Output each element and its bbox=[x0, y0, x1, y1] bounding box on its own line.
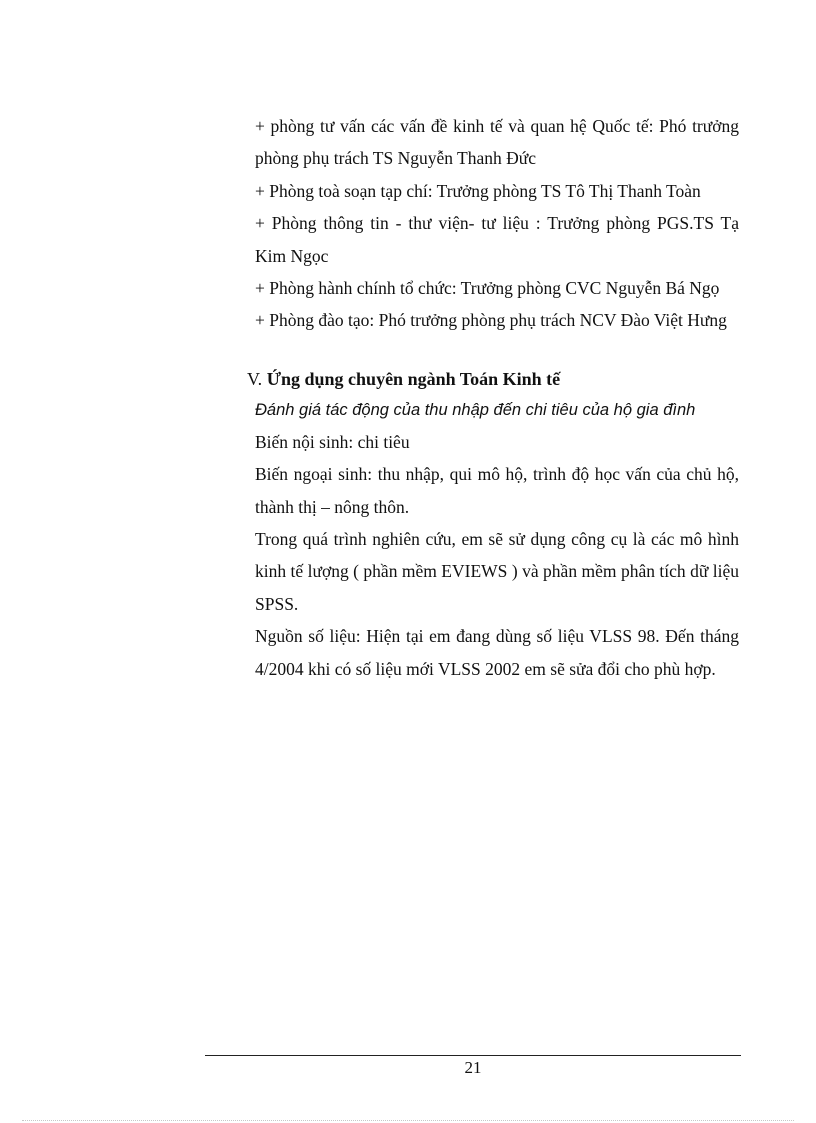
staff-item-international: + phòng tư vấn các vấn đề kinh tế và quan hệ Quốc tế: Phó trưởng phòng phụ trách TS Nguyễn Thanh Đức bbox=[255, 116, 739, 169]
research-tools: Trong quá trình nghiên cứu, em sẽ sử dụng công cụ là các mô hình kinh tế lượng ( phần mềm EVIEWS ) và phần mềm phân tích dữ liệu SPSS. bbox=[255, 529, 739, 614]
footer-rule bbox=[205, 1055, 741, 1056]
page-bottom-border bbox=[22, 1120, 794, 1121]
endogenous-variable: Biến nội sinh: chi tiêu bbox=[255, 431, 410, 452]
page-body bbox=[247, 110, 739, 685]
staff-item-administration: + Phòng hành chính tổ chức: Trưởng phòng CVC Nguyễn Bá Ngọ bbox=[255, 278, 720, 299]
section-number: V. bbox=[247, 368, 263, 389]
staff-item-editorial: + Phòng toà soạn tạp chí: Trưởng phòng TS Tô Thị Thanh Toàn bbox=[255, 180, 701, 201]
page-number: 21 bbox=[464, 1058, 482, 1077]
staff-item-library: + Phòng thông tin - thư viện- tư liệu : Trưởng phòng PGS.TS Tạ Kim Ngọc bbox=[255, 213, 739, 266]
section-heading bbox=[247, 365, 731, 393]
research-topic: Đánh giá tác động của thu nhập đến chi tiêu của hộ gia đình bbox=[255, 400, 696, 419]
exogenous-variables: Biến ngoại sinh: thu nhập, qui mô hộ, trình độ học vấn của chủ hộ, thành thị – nông thôn. bbox=[255, 464, 739, 517]
staff-item-training: + Phòng đào tạo: Phó trưởng phòng phụ trách NCV Đào Việt Hưng bbox=[255, 310, 727, 331]
section-title: Ứng dụng chuyên ngành Toán Kinh tế bbox=[266, 368, 561, 389]
data-source: Nguồn số liệu: Hiện tại em đang dùng số liệu VLSS 98. Đến tháng 4/2004 khi có số liệu mới VLSS 2002 em sẽ sửa đổi cho phù hợp. bbox=[255, 626, 739, 679]
